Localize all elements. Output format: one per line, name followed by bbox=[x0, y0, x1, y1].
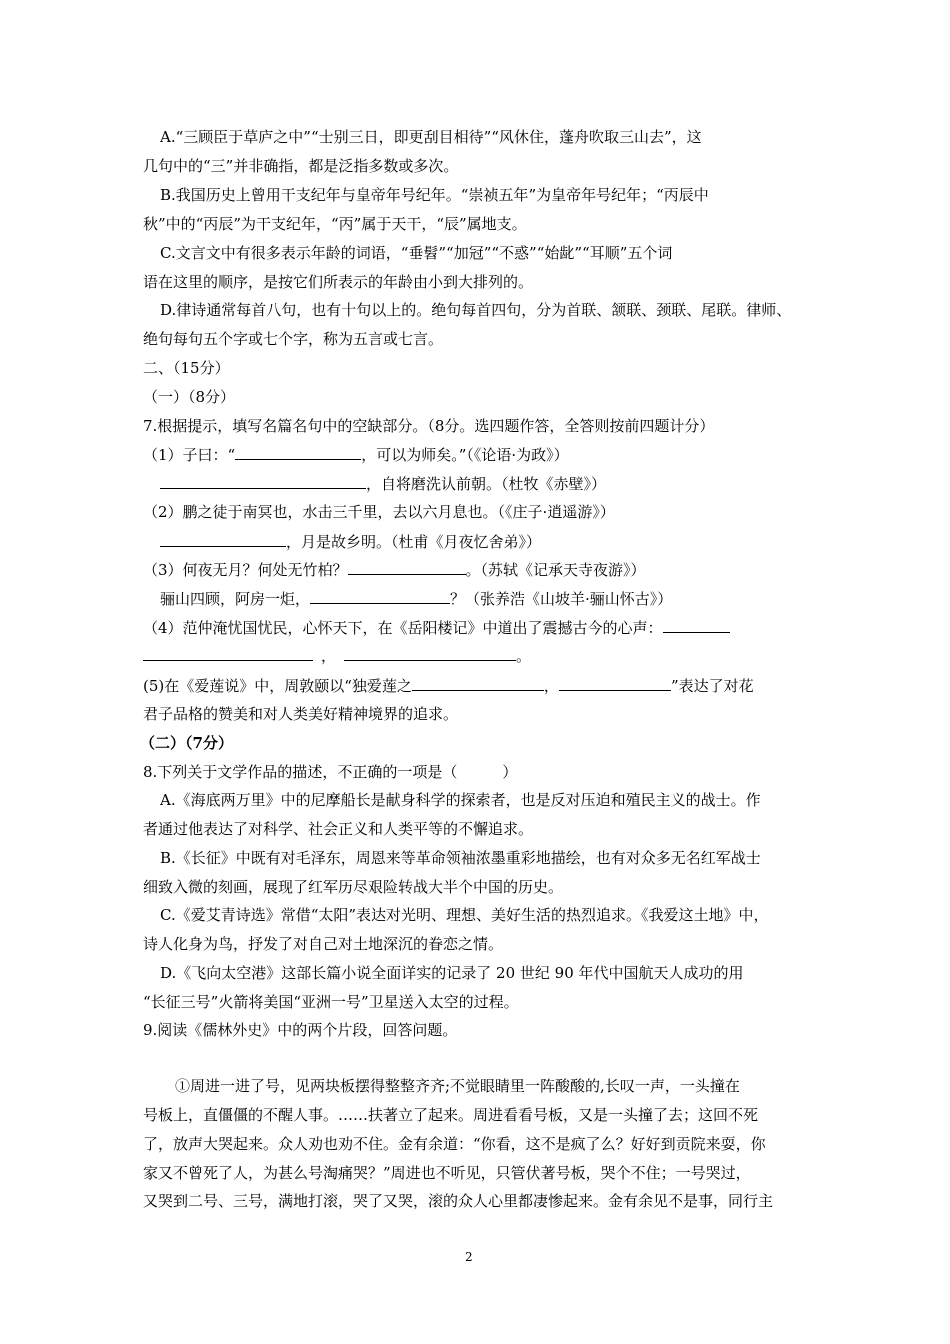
q7-answer-blank[interactable] bbox=[143, 645, 313, 661]
q7-item1-tail: ，可以为师矣。”（《论语·为政》） bbox=[361, 446, 569, 464]
q7-item4-line2 bbox=[143, 645, 531, 666]
q7-item3-lead: （3）何夜无月？何处无竹柏？ bbox=[143, 561, 348, 579]
q8-option-c-line2: 诗人化身为鸟，抒发了对自己对土地深沉的眷恋之情。 bbox=[143, 935, 504, 953]
q8-option-b-line2: 细致入微的刻画，展现了红军历尽艰险转战大半个中国的历史。 bbox=[143, 878, 564, 896]
q7-item3-line2-tail: ？（张养浩《山坡羊·骊山怀古》） bbox=[450, 590, 673, 608]
q7-item4-text: （4）范仲淹忧国忧民，心怀天下，在《岳阳楼记》中道出了震撼古今的心声： bbox=[143, 619, 663, 637]
q7-answer-blank[interactable] bbox=[160, 531, 286, 547]
page-number: 2 bbox=[465, 1250, 473, 1264]
passage-line: 又哭到二号、三号，满地打滚，哭了又哭，滚的众人心里都凄惨起来。金有余见不是事，同行主 bbox=[143, 1192, 774, 1210]
passage-line: 号板上，直僵僵的不醒人事。……扶著立了起来。周进看看号板，又是一头撞了去；这回不死 bbox=[143, 1106, 759, 1124]
q7-item3-line2 bbox=[160, 588, 672, 609]
q7-item3-tail: 。（苏轼《记承天寺夜游》） bbox=[465, 561, 646, 579]
q7-item5-lead: (5)在《爱莲说》中，周敦颐以“独爱莲之 bbox=[143, 677, 412, 695]
q7-item5-tail: ”表达了对花 bbox=[670, 677, 754, 695]
q6-option-a-line1: A.“三顾臣于草庐之中”“士别三日，即更刮目相待”“风休住，蓬舟吹取三山去”，这 bbox=[160, 128, 702, 146]
q7-item5-line2: 君子品格的赞美和对人类美好精神境界的追求。 bbox=[143, 705, 459, 723]
section-two-heading: 二、（15分） bbox=[143, 359, 230, 377]
q7-answer-blank[interactable] bbox=[348, 559, 466, 575]
q7-answer-blank[interactable] bbox=[559, 675, 671, 691]
q7-item5-comma: ， bbox=[543, 677, 559, 695]
q8-option-a-line1: A.《海底两万里》中的尼摩船长是献身科学的探索者，也是反对压迫和殖民主义的战士。作 bbox=[160, 791, 761, 809]
q7-prompt: 7.根据提示，填写名篇名句中的空缺部分。（8分。选四题作答，全答则按前四题计分） bbox=[143, 417, 715, 435]
passage-line: 了，放声大哭起来。众人劝也劝不住。金有余道：“你看，这不是疯了么？好好到贡院来耍，你 bbox=[143, 1135, 766, 1153]
q7-item1-line2 bbox=[160, 473, 606, 494]
q7-answer-blank[interactable] bbox=[344, 645, 516, 661]
q9-prompt: 9.阅读《儒林外史》中的两个片段，回答问题。 bbox=[143, 1021, 458, 1039]
q7-item2-line2 bbox=[160, 531, 541, 552]
q8-option-a-line2: 者通过他表达了对科学、社会正义和人类平等的不懈追求。 bbox=[143, 820, 534, 838]
q6-option-a-line2: 几句中的“三”并非确指，都是泛指多数或多次。 bbox=[143, 157, 459, 175]
q8-option-b-line1: B.《长征》中既有对毛泽东，周恩来等革命领袖浓墨重彩地描绘，也有对众多无名红军战士 bbox=[160, 849, 761, 867]
q7-item1-line2-text: ，自将磨洗认前朝。（杜牧《赤壁》） bbox=[366, 475, 607, 493]
passage-line: ①周进一进了号，见两块板摆得整整齐齐;不觉眼睛里一阵酸酸的,长叹一声，一头撞在 bbox=[175, 1077, 740, 1095]
q7-item3-line1 bbox=[143, 559, 646, 580]
q7-answer-blank[interactable] bbox=[160, 473, 366, 489]
q7-answer-blank[interactable] bbox=[310, 588, 450, 604]
q6-option-d-line2: 绝句每句五个字或七个字，称为五言或七言。 bbox=[143, 330, 444, 348]
part-two-heading: （二）（7分） bbox=[140, 734, 233, 752]
q6-option-b-line2: 秋”中的“丙辰”为干支纪年，“丙”属于天干，“辰”属地支。 bbox=[143, 215, 527, 233]
q8-option-c-line1: C.《爱艾青诗选》常借“太阳”表达对光明、理想、美好生活的热烈追求。《我爱这土地》中， bbox=[160, 906, 769, 924]
q7-item4-line1 bbox=[143, 617, 730, 638]
q7-item1-line1 bbox=[143, 444, 569, 465]
passage-line: 家又不曾死了人，为甚么号淘痛哭？”周进也不听见，只管伏著号板，哭个不住；一号哭过， bbox=[143, 1164, 751, 1182]
q6-option-d-line1: D.律诗通常每首八句，也有十句以上的。绝句每首四句，分为首联、颔联、颈联、尾联。律师、 bbox=[160, 301, 792, 319]
q7-item2-line2-text: ，月是故乡明。（杜甫《月夜忆舍弟》） bbox=[286, 533, 542, 551]
q7-item4-comma: ， bbox=[321, 647, 337, 665]
q7-item2-line1: （2）鹏之徒于南冥也，水击三千里，去以六月息也。（《庄子·逍遥游》） bbox=[143, 503, 615, 521]
q8-option-d-line1: D.《飞向太空港》这部长篇小说全面详实的记录了 20 世纪 90 年代中国航天人成功的用 bbox=[160, 964, 744, 982]
part-one-heading: （一）（8分） bbox=[143, 388, 236, 406]
q8-prompt: 8.下列关于文学作品的描述，不正确的一项是（ ） bbox=[143, 763, 518, 781]
q7-item3-line2-lead: 骊山四顾，阿房一炬， bbox=[160, 590, 311, 608]
q8-option-d-line2: “长征三号”火箭将美国“亚洲一号”卫星送入太空的过程。 bbox=[143, 993, 519, 1011]
q6-option-c-line2: 语在这里的顺序，是按它们所表示的年龄由小到大排列的。 bbox=[143, 273, 534, 291]
q6-option-b-line1: B.我国历史上曾用干支纪年与皇帝年号纪年。“崇祯五年”为皇帝年号纪年；“丙辰中 bbox=[160, 186, 709, 204]
q7-answer-blank[interactable] bbox=[412, 675, 544, 691]
q7-item4-period: 。 bbox=[516, 647, 532, 665]
q7-answer-blank[interactable] bbox=[663, 617, 730, 633]
q6-option-c-line1: C.文言文中有很多表示年龄的词语，“垂髫”“加冠”“不惑”“始龀”“耳顺”五个词 bbox=[160, 244, 673, 262]
q7-answer-blank[interactable] bbox=[235, 444, 361, 460]
q7-item1-lead: （1）子曰：“ bbox=[143, 446, 236, 464]
q7-item5-line1 bbox=[143, 675, 754, 696]
